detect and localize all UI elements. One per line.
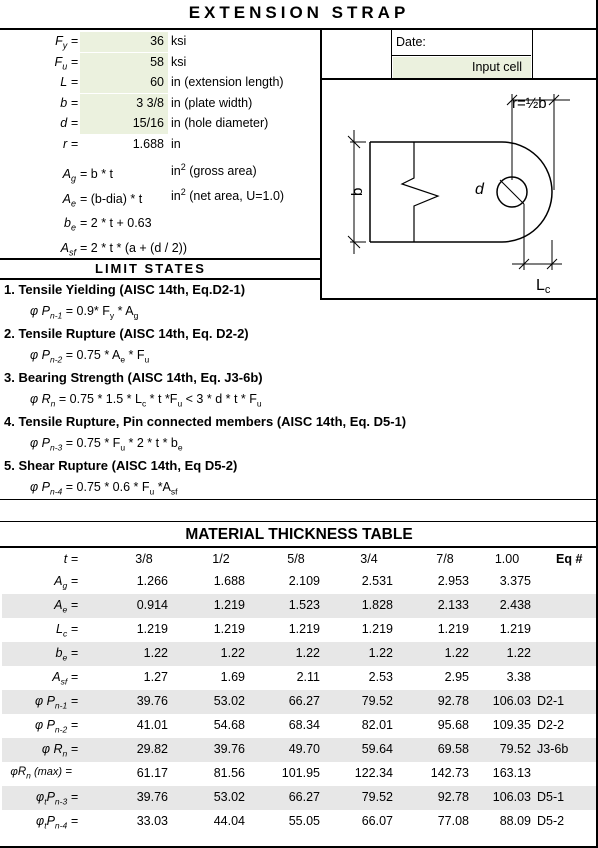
- eq-reference: J3-6b: [537, 742, 569, 756]
- formula-label: $A_e$: [62, 191, 76, 208]
- page-title: EXTENSION STRAP: [188, 3, 410, 22]
- table-cell: 142.73: [430, 766, 469, 780]
- table-row: [2, 738, 596, 762]
- table-cell: 1.219: [361, 622, 393, 636]
- input-label: L =: [60, 75, 78, 89]
- eq-reference: D5-1: [537, 790, 565, 804]
- limit-state-formula: φ $P_{n-2} = 0.75 * A_e * F_u$: [30, 348, 150, 365]
- table-cell: 49.70: [288, 742, 320, 756]
- column-header: 7/8: [436, 552, 454, 566]
- table-cell: 101.95: [281, 766, 320, 780]
- table-row: [2, 570, 596, 594]
- table-row: [2, 762, 596, 786]
- table-cell: 1.22: [143, 646, 168, 660]
- table-cell: 39.76: [136, 694, 168, 708]
- row-label: $b_e$ =: [55, 646, 78, 663]
- table-cell: 163.13: [492, 766, 531, 780]
- table-cell: 79.52: [499, 742, 531, 756]
- table-row: [2, 666, 596, 690]
- limit-state-formula: φ $P_{n-4} = 0.75 * 0.6 * F_u$ $*A_{sf}$: [30, 480, 178, 497]
- table-cell: 66.27: [288, 790, 320, 804]
- table-cell: 59.64: [361, 742, 393, 756]
- input-label: d =: [60, 116, 78, 130]
- date-cell-left: [391, 28, 392, 80]
- table-cell: 69.58: [437, 742, 469, 756]
- table-cell: 66.27: [288, 694, 320, 708]
- limit-state-heading: 4. Tensile Rupture, Pin connected members (AISC 14th, Eq. D5-1): [4, 414, 407, 429]
- limit-state-heading: 3. Bearing Strength (AISC 14th, Eq. J3-6b): [4, 370, 263, 385]
- table-cell: 39.76: [136, 790, 168, 804]
- limit-state-formula: φ $P_{n-1} = 0.9*$ $F_y * A_g$: [30, 304, 139, 321]
- column-header: 3/4: [360, 552, 378, 566]
- row-label: $\varphi_tP_{n-4}$ =: [36, 814, 78, 831]
- table-cell: 54.68: [213, 718, 245, 732]
- limit-state-formula: φ $R_n = 0.75 * 1.5 * L_c * t$ $*F_u < 3 * d * t * F_u$: [30, 392, 262, 409]
- table-row: [2, 714, 596, 738]
- b-label: b: [349, 187, 366, 196]
- eq-header: Eq #: [556, 552, 583, 566]
- input-label: $F_y$ =: [55, 34, 78, 51]
- limit-states-title: LIMIT STATES: [95, 261, 206, 276]
- strap-diagram: [322, 80, 598, 300]
- table-cell: 0.914: [136, 598, 168, 612]
- input-value[interactable]: 58: [150, 54, 164, 69]
- input-unit: in (plate width): [171, 95, 253, 110]
- table-cell: 2.109: [288, 574, 320, 588]
- table-cell: 1.22: [368, 646, 393, 660]
- row-label: $\varphi R_n$ (max) =: [10, 766, 72, 781]
- table-cell: 41.01: [136, 718, 168, 732]
- table-cell: 1.219: [213, 598, 245, 612]
- table-cell: 2.11: [296, 670, 320, 684]
- table-header-row: [2, 548, 596, 572]
- input-unit: in (extension length): [171, 75, 284, 89]
- input-label: r =: [63, 136, 78, 151]
- row-label: $L_c$ =: [56, 622, 78, 639]
- table-cell: 3.38: [506, 670, 531, 684]
- limit-state-formula: φ $P_{n-3} = 0.75 * F_u * 2 * t * b_e$: [30, 436, 183, 453]
- break-symbol: [402, 142, 438, 242]
- table-row: [2, 618, 596, 642]
- input-value[interactable]: 3 3/8: [136, 95, 164, 110]
- table-cell: 122.34: [354, 766, 393, 780]
- table-cell: 33.03: [136, 814, 168, 828]
- column-header: 5/8: [287, 552, 305, 566]
- table-cell: 2.531: [361, 574, 393, 588]
- column-header: 1.00: [494, 552, 520, 566]
- table-cell: 1.27: [143, 670, 168, 684]
- row-label: $A_e$ =: [54, 598, 78, 615]
- row-label: φ $P_{n-1}$ =: [34, 694, 78, 711]
- table-row: [2, 786, 596, 810]
- formula-expression: = b * t: [80, 167, 114, 181]
- formula-label: $A_{sf}$: [60, 240, 76, 257]
- table-title: MATERIAL THICKNESS TABLE: [185, 526, 413, 543]
- table-cell: 1.266: [136, 574, 168, 588]
- table-cell: 1.69: [220, 670, 245, 684]
- formula-expression: = 2 * t + 0.63: [80, 216, 152, 230]
- formula-expression: = (b-dia) * t: [80, 191, 143, 206]
- table-cell: 1.828: [361, 598, 393, 612]
- row-label: φ $P_{n-2}$ =: [34, 718, 78, 735]
- table-cell: 82.01: [361, 718, 393, 732]
- table-cell: 29.82: [136, 742, 168, 756]
- table-cell: 39.76: [213, 742, 245, 756]
- table-cell: 81.56: [213, 766, 245, 780]
- limit-state-heading: 5. Shear Rupture (AISC 14th, Eq D5-2): [4, 458, 238, 473]
- table-cell: 53.02: [213, 694, 245, 708]
- table-cell: 95.68: [437, 718, 469, 732]
- table-cell: 79.52: [361, 694, 393, 708]
- column-header: 1/2: [212, 552, 230, 566]
- table-cell: 68.34: [288, 718, 320, 732]
- table-top-line: [0, 521, 598, 522]
- table-cell: 2.953: [437, 574, 469, 588]
- input-label: $F_u$ =: [54, 54, 78, 71]
- date-cell-divider: [391, 55, 531, 56]
- formula-unit: $in^2$ (gross area): [171, 162, 257, 179]
- limit-states-top-line: [0, 258, 322, 260]
- limit-state-heading: 1. Tensile Yielding (AISC 14th, Eq.D2-1): [4, 282, 246, 297]
- input-value[interactable]: 60: [150, 75, 164, 89]
- table-cell: 2.133: [437, 598, 469, 612]
- table-cell: 77.08: [437, 814, 469, 828]
- table-cell: 106.03: [492, 790, 531, 804]
- table-cell: 1.219: [437, 622, 469, 636]
- input-label: b =: [60, 95, 78, 110]
- limit-states-bottom-line: [0, 278, 322, 280]
- input-value[interactable]: 15/16: [132, 116, 164, 130]
- thickness-label: t =: [63, 552, 78, 566]
- table-cell: 1.219: [136, 622, 168, 636]
- table-cell: 1.219: [288, 622, 320, 636]
- table-cell: 53.02: [213, 790, 245, 804]
- table-cell: 66.07: [361, 814, 393, 828]
- limit-state-heading: 2. Tensile Rupture (AISC 14th, Eq. D2-2): [4, 326, 249, 341]
- table-row: [2, 642, 596, 666]
- row-label: $\varphi_tP_{n-3}$ =: [36, 790, 78, 807]
- formula-label: $A_g$: [62, 167, 76, 184]
- diagram-bottom-border: [320, 298, 598, 300]
- r-label: r=½b: [512, 95, 547, 112]
- table-cell: 88.09: [499, 814, 531, 828]
- table-cell: 1.219: [213, 622, 245, 636]
- d-label: d: [475, 181, 484, 198]
- table-cell: 92.78: [437, 790, 469, 804]
- input-value[interactable]: 36: [150, 34, 164, 48]
- table-cell: 109.35: [492, 718, 531, 732]
- table-cell: 1.688: [213, 574, 245, 588]
- table-cell: 1.22: [220, 646, 245, 660]
- table-cell: 1.523: [288, 598, 320, 612]
- lc-label: Lc: [536, 277, 551, 296]
- input-unit: ksi: [171, 34, 187, 48]
- table-cell: 61.17: [136, 766, 168, 780]
- table-cell: 79.52: [361, 790, 393, 804]
- row-label: $A_g$ =: [54, 574, 78, 591]
- input-value: 1.688: [132, 136, 164, 151]
- table-cell: 1.22: [444, 646, 469, 660]
- table-cell: 44.04: [213, 814, 245, 828]
- table-row: [2, 810, 596, 834]
- table-cell: 1.22: [295, 646, 320, 660]
- date-label: Date:: [396, 35, 426, 49]
- eq-reference: D2-2: [537, 718, 565, 732]
- table-cell: 2.438: [499, 598, 531, 612]
- formula-expression: = 2 * t * (a + (d / 2)): [80, 240, 187, 255]
- row-label: φ $R_n$ =: [41, 742, 78, 759]
- input-unit: in: [171, 136, 181, 151]
- table-cell: 106.03: [492, 694, 531, 708]
- column-header: 3/8: [135, 552, 153, 566]
- eq-reference: D5-2: [537, 814, 565, 828]
- eq-reference: D2-1: [537, 694, 565, 708]
- table-cell: 2.53: [368, 670, 393, 684]
- date-cell-right: [532, 28, 533, 80]
- table-row: [2, 690, 596, 714]
- table-cell: 1.219: [499, 622, 531, 636]
- row-label: $A_{sf}$ =: [52, 670, 78, 687]
- limit-states-end-line: [0, 499, 598, 500]
- input-unit: ksi: [171, 54, 187, 69]
- table-cell: 92.78: [437, 694, 469, 708]
- table-cell: 1.22: [506, 646, 531, 660]
- title-divider: [0, 28, 598, 30]
- table-cell: 3.375: [499, 574, 531, 588]
- table-row: [2, 594, 596, 618]
- input-unit: in (hole diameter): [171, 116, 269, 130]
- input-cell-label: Input cell: [472, 60, 523, 74]
- formula-unit: $in^2$ (net area, U=1.0): [171, 186, 285, 203]
- formula-label: $b_e$: [64, 216, 76, 233]
- table-cell: 55.05: [288, 814, 320, 828]
- table-cell: 2.95: [444, 670, 469, 684]
